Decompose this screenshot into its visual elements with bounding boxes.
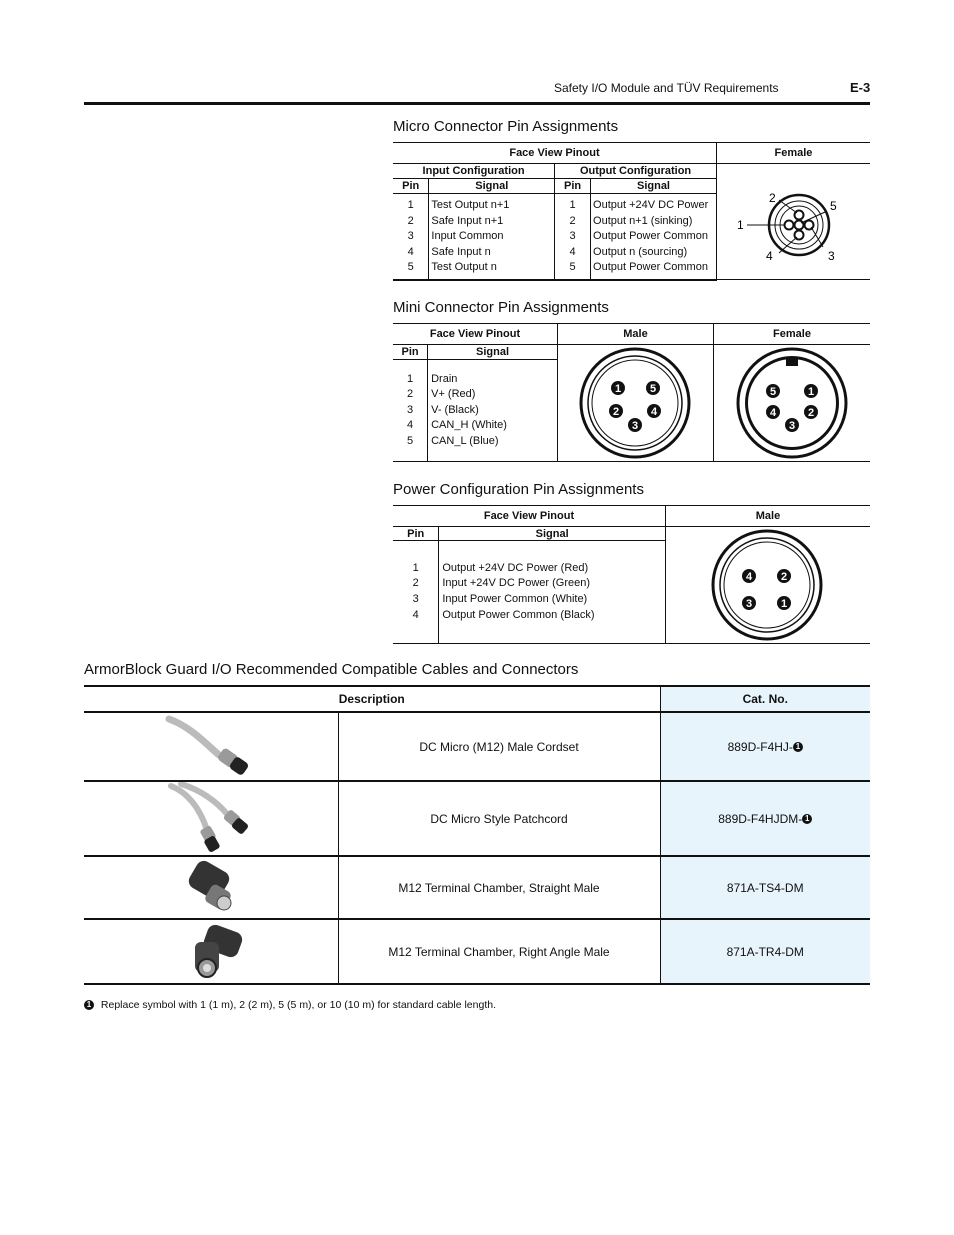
pin-number: 4	[569, 245, 576, 258]
signal-text: Test Output n	[431, 261, 497, 274]
micro-pin-label-3: 3	[827, 249, 835, 264]
cordset-description: DC Micro (M12) Male Cordset	[338, 712, 660, 781]
micro-female-diagram-cell	[716, 164, 870, 281]
micro-input-pin-list	[393, 194, 429, 281]
signal-text: Input Common	[431, 230, 504, 243]
pin-number: 4	[406, 419, 414, 432]
pin-number: 5	[406, 434, 414, 447]
header-rule	[84, 102, 870, 105]
power-male-pin-3: 3	[745, 598, 753, 610]
power-section-title: Power Configuration Pin Assignments	[393, 481, 644, 498]
signal-text: V+ (Red)	[431, 388, 476, 401]
cables-table	[84, 685, 870, 985]
pin-number: 1	[406, 372, 414, 385]
right-angle-chamber-description: M12 Terminal Chamber, Right Angle Male	[338, 919, 660, 984]
micro-output-config-header: Output Configuration	[555, 164, 717, 179]
pin-number: 3	[406, 403, 414, 416]
signal-text: Safe Input n+1	[431, 214, 504, 227]
pin-number: 4	[407, 245, 414, 258]
micro-output-pin-list	[555, 194, 591, 281]
micro-pin-label-2: 2	[768, 191, 776, 206]
mini-pin-header: Pin	[393, 345, 428, 360]
mini-female-pin-1: 1	[807, 386, 815, 398]
micro-input-signal-list	[429, 194, 555, 281]
micro-input-signal-header: Signal	[429, 179, 555, 194]
signal-text: Drain	[431, 372, 458, 385]
signal-text: CAN_H (White)	[431, 419, 507, 432]
mini-female-diagram-cell	[713, 345, 870, 462]
micro-section-title: Micro Connector Pin Assignments	[393, 118, 619, 135]
micro-female-header: Female	[716, 143, 870, 164]
pin-number: 5	[407, 261, 414, 274]
mini-male-pin-3: 3	[631, 420, 639, 432]
mini-male-pin-5: 5	[649, 383, 657, 395]
patchcord-description: DC Micro Style Patchcord	[338, 781, 660, 856]
pin-number: 1	[407, 199, 414, 212]
mini-female-pin-4: 4	[769, 407, 777, 419]
signal-text: Output Power Common	[593, 230, 708, 243]
signal-text: Input +24V DC Power (Green)	[442, 577, 590, 590]
pin-number: 3	[569, 230, 576, 243]
pin-number: 2	[569, 214, 576, 227]
power-male-pin-1: 1	[780, 598, 788, 610]
cordset-catno-cell	[660, 712, 870, 781]
micro-output-signal-list	[591, 194, 717, 281]
cordset-catno: 889D-F4HJ-	[727, 739, 793, 754]
power-pin-list	[393, 541, 439, 644]
signal-text: Output n+1 (sinking)	[593, 214, 693, 227]
straight-chamber-catno: 871A-TS4-DM	[660, 856, 870, 919]
pin-number: 3	[407, 230, 414, 243]
micro-face-view-header: Face View Pinout	[393, 143, 716, 164]
mini-male-pin-1: 1	[614, 383, 622, 395]
pin-number: 5	[569, 261, 576, 274]
mini-pin-list	[393, 360, 428, 462]
power-signal-list	[439, 541, 666, 644]
footnote-text: Replace symbol with 1 (1 m), 2 (2 m), 5 (5 m), or 10 (10 m) for standard cable length.	[100, 999, 496, 1011]
patchcord-catno-cell	[660, 781, 870, 856]
mini-female-pin-5: 5	[769, 386, 777, 398]
mini-signal-list	[428, 360, 558, 462]
micro-female-connector-diagram	[717, 167, 870, 277]
mini-male-header: Male	[557, 324, 713, 345]
pin-number: 2	[407, 214, 414, 227]
power-face-view-header: Face View Pinout	[393, 506, 665, 527]
patchcord-image-cell	[84, 781, 338, 856]
signal-text: CAN_L (Blue)	[431, 434, 499, 447]
mini-pin-table	[393, 323, 870, 462]
patchcord-image	[161, 782, 261, 852]
running-header-title: Safety I/O Module and TÜV Requirements	[554, 81, 779, 95]
mini-signal-header: Signal	[428, 345, 558, 360]
signal-text: Output +24V DC Power (Red)	[442, 561, 589, 574]
mini-female-header: Female	[713, 324, 870, 345]
power-male-diagram-cell	[665, 527, 870, 644]
micro-pin-label-4: 4	[765, 249, 773, 264]
signal-text: Test Output n+1	[431, 199, 510, 212]
right-angle-chamber-image-cell	[84, 919, 338, 984]
signal-text: Output n (sourcing)	[593, 245, 688, 258]
pin-number: 4	[412, 608, 419, 621]
micro-input-pin-header: Pin	[393, 179, 429, 194]
mini-face-view-header: Face View Pinout	[393, 324, 557, 345]
micro-pin-label-1: 1	[736, 218, 744, 233]
mini-female-pin-2: 2	[807, 407, 815, 419]
cables-description-header: Description	[84, 686, 660, 712]
footnote	[84, 999, 496, 1011]
power-male-pin-2: 2	[780, 571, 788, 583]
micro-bottom-rule	[393, 279, 870, 280]
mini-male-pin-2: 2	[612, 406, 620, 418]
power-pin-header: Pin	[393, 527, 439, 541]
signal-text: Output Power Common	[593, 261, 708, 274]
power-pin-table	[393, 505, 870, 644]
straight-chamber-image-cell	[84, 856, 338, 919]
pin-number: 3	[412, 593, 419, 606]
footnote-marker: 1	[84, 1000, 94, 1010]
signal-text: V- (Black)	[431, 403, 479, 416]
signal-text: Output Power Common (Black)	[442, 608, 595, 621]
straight-chamber-description: M12 Terminal Chamber, Straight Male	[338, 856, 660, 919]
power-male-header: Male	[665, 506, 870, 527]
cables-section-title: ArmorBlock Guard I/O Recommended Compatible Cables and Connectors	[84, 661, 579, 678]
mini-female-connector-diagram	[714, 345, 870, 461]
pin-number: 1	[412, 561, 419, 574]
mini-male-diagram-cell	[557, 345, 713, 462]
male-cordset-image	[161, 713, 261, 777]
cordset-image-cell	[84, 712, 338, 781]
power-signal-header: Signal	[439, 527, 666, 541]
patchcord-catno: 889D-F4HJDM-	[718, 811, 803, 826]
micro-output-pin-header: Pin	[555, 179, 591, 194]
footnote-marker: 1	[793, 742, 803, 752]
mini-section-title: Mini Connector Pin Assignments	[393, 299, 609, 316]
pin-number: 2	[406, 388, 414, 401]
pin-number: 1	[569, 199, 576, 212]
power-male-connector-diagram	[666, 527, 870, 643]
mini-male-connector-diagram	[558, 345, 713, 461]
micro-output-signal-header: Signal	[591, 179, 717, 194]
micro-pin-label-5: 5	[829, 199, 837, 214]
straight-terminal-chamber-image	[161, 857, 261, 915]
signal-text: Safe Input n	[431, 245, 491, 258]
cables-catno-header: Cat. No.	[660, 686, 870, 712]
right-angle-terminal-chamber-image	[161, 920, 261, 980]
micro-pin-table	[393, 142, 870, 281]
right-angle-chamber-catno: 871A-TR4-DM	[660, 919, 870, 984]
footnote-marker: 1	[802, 814, 812, 824]
mini-female-pin-3: 3	[788, 420, 796, 432]
pin-number: 2	[412, 577, 419, 590]
power-male-pin-4: 4	[745, 571, 753, 583]
mini-male-pin-4: 4	[650, 406, 658, 418]
signal-text: Output +24V DC Power	[593, 199, 709, 212]
micro-input-config-header: Input Configuration	[393, 164, 555, 179]
signal-text: Input Power Common (White)	[442, 593, 588, 606]
page-number: E-3	[850, 80, 871, 95]
